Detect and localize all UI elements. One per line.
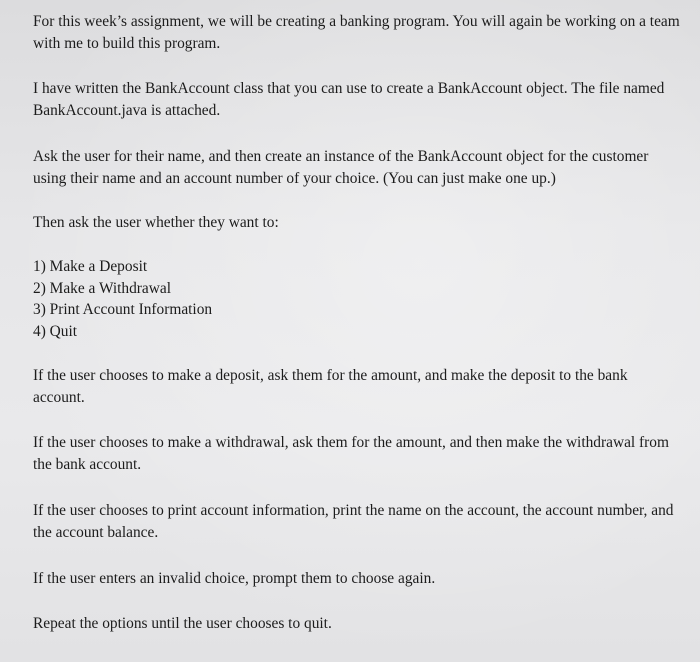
list-item: 2) Make a Withdrawal — [33, 279, 171, 297]
class-note-paragraph: I have written the BankAccount class that you can use to create a BankAccount object. The file named BankAccount.java is attached. — [33, 80, 665, 119]
ask-options-paragraph: Then ask the user whether they want to: — [33, 214, 279, 231]
deposit-paragraph: If the user chooses to make a deposit, ask them for the amount, and make the deposit to the bank account. — [33, 367, 628, 406]
options-list — [33, 256, 680, 342]
invalid-choice-paragraph: If the user enters an invalid choice, prompt them to choose again. — [33, 570, 436, 587]
list-item: 3) Print Account Information — [33, 301, 213, 318]
intro-paragraph: For this week’s assignment, we will be creating a banking program. You will again be working on a team with me to build this program. — [33, 13, 680, 52]
list-item: 1) Make a Deposit — [33, 258, 148, 275]
withdrawal-paragraph: If the user chooses to make a withdrawal, ask them for the amount, and then make the withdrawal from the bank account. — [33, 434, 669, 473]
repeat-paragraph: Repeat the options until the user chooses to quit. — [33, 615, 332, 632]
ask-name-paragraph: Ask the user for their name, and then create an instance of the BankAccount object for the customer using their name and an account number of your choice. (You can just make one up.) — [33, 148, 649, 187]
list-item: 4) Quit — [33, 322, 78, 340]
print-info-paragraph: If the user chooses to print account information, print the name on the account, the account number, and the account balance. — [33, 502, 674, 541]
